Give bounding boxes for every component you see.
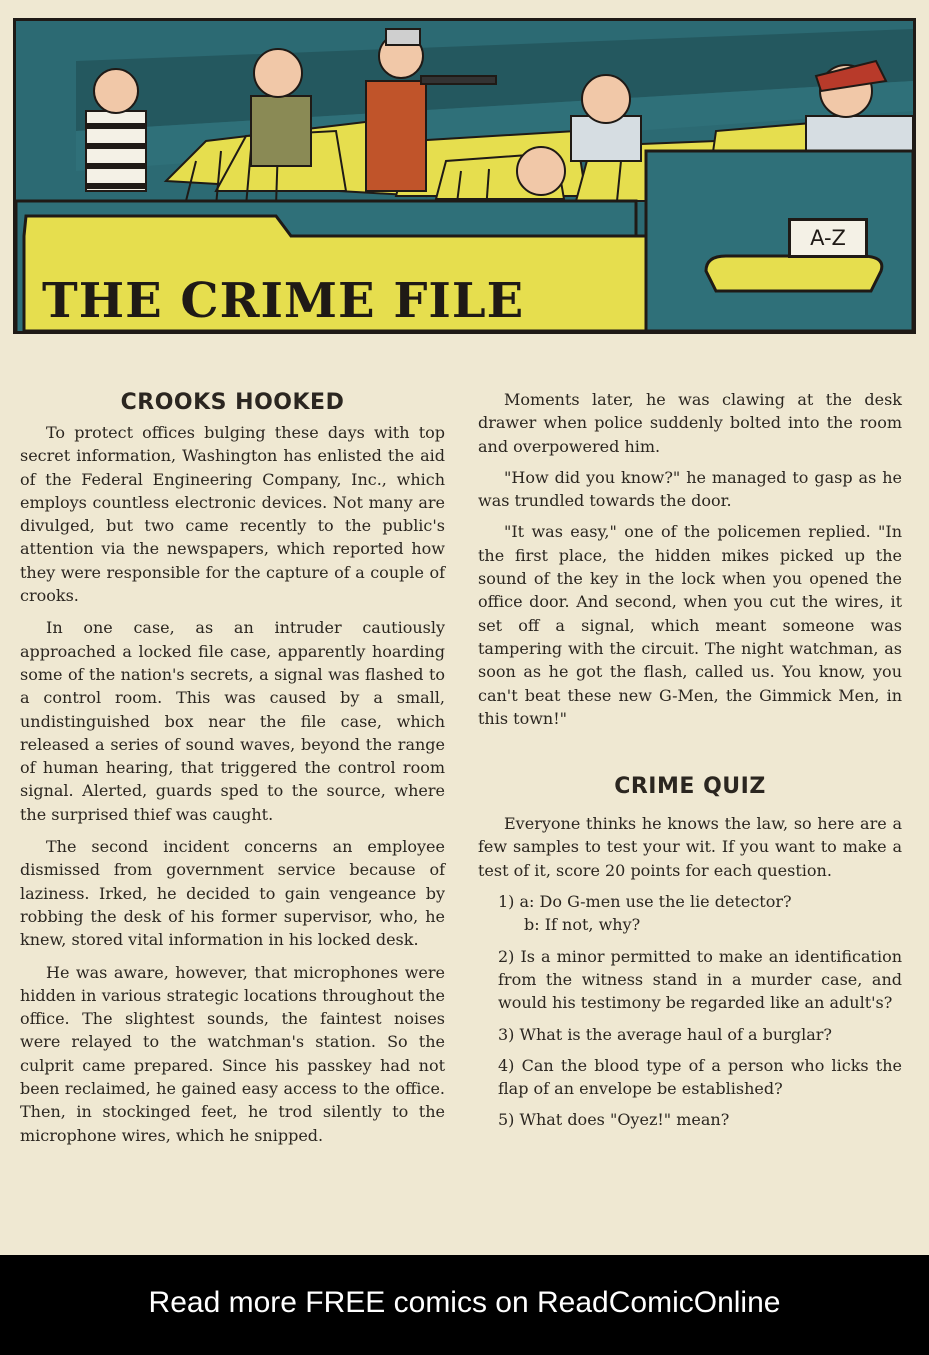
article-heading: CROOKS HOOKED	[120, 390, 345, 415]
quiz-question: 3) What is the average haul of a burglar?	[498, 1024, 832, 1044]
article-paragraph: To protect offices bulging these days with top secret information, Washington has enlisted the aid of the Federal Engineering Company, Inc., which employs countless electronic devices. Not many are divulged, but two came recently to the public's attention via the newspapers, which reported how they were responsible for the capture of a couple of crooks.	[20, 423, 445, 606]
quiz-question: 4) Can the blood type of a person who licks the flap of an envelope be established?	[498, 1055, 902, 1099]
quiz-question: 2) Is a minor permitted to make an identification from the witness stand in a murder case, and would his testimony be regarded like an adult's?	[498, 946, 902, 1013]
quiz-question-1a: 1) a: Do G-men use the lie detector?	[498, 892, 792, 912]
article-paragraph: He was aware, however, that microphones were hidden in various strategic locations throughout the office. The slightest sounds, the faintest noises were relayed to the watchman's station. So the culprit came prepared. Since his passkey had not been reclaimed, he gained easy access to the office. Then, in stockinged feet, he trod silently to the microphone wires, which he snipped.	[20, 962, 445, 1145]
quiz-question-1b: b: If not, why?	[524, 915, 641, 935]
left-column	[20, 388, 445, 1156]
drawer-label: A-Z	[788, 218, 868, 258]
article-paragraph: "How did you know?" he managed to gasp as he was trundled towards the door.	[478, 467, 902, 511]
article-paragraph: In one case, as an intruder cautiously approached a locked file case, apparently hoarding some of the nation's secrets, a signal was flashed to a control room. This was caused by a small, undistinguished box near the file case, which released a series of sound waves, beyond the range of human hearing, that triggered the control room signal. Alerted, guards sped to the source, where the surprised thief was caught.	[20, 618, 445, 824]
quiz-intro: Everyone thinks he knows the law, so here are a few samples to test your wit. If you want to make a test of it, score 20 points for each question.	[478, 814, 902, 880]
page-title: THE CRIME FILE	[42, 273, 525, 329]
article-paragraph: "It was easy," one of the policemen replied. "In the first place, the hidden mikes picked up the sound of the key in the lock when you opened the office door. And second, when you cut the wires, it set off a signal, which meant someone was tampering with the circuit. The night watchman, as soon as he got the flash, called us. You know, you can't beat these new G-Men, the Gimmick Men, in this town!"	[478, 522, 902, 728]
quiz-heading: CRIME QUIZ	[614, 774, 766, 800]
footer-link-text[interactable]: Read more FREE comics on ReadComicOnline	[148, 1286, 781, 1319]
promo-footer[interactable]	[0, 1255, 929, 1355]
article-paragraph: Moments later, he was clawing at the desk drawer when police suddenly bolted into the room and overpowered him.	[478, 390, 902, 456]
crime-file-banner	[13, 18, 916, 334]
quiz-question: 5) What does "Oyez!" mean?	[498, 1110, 730, 1130]
quiz-question	[478, 890, 902, 937]
article-paragraph: The second incident concerns an employee dismissed from government service because of laziness. Irked, he decided to gain vengeance by robbing the desk of his former supervisor, who, he knew, stored vital information in his locked desk.	[20, 837, 445, 950]
right-column	[478, 388, 902, 1140]
